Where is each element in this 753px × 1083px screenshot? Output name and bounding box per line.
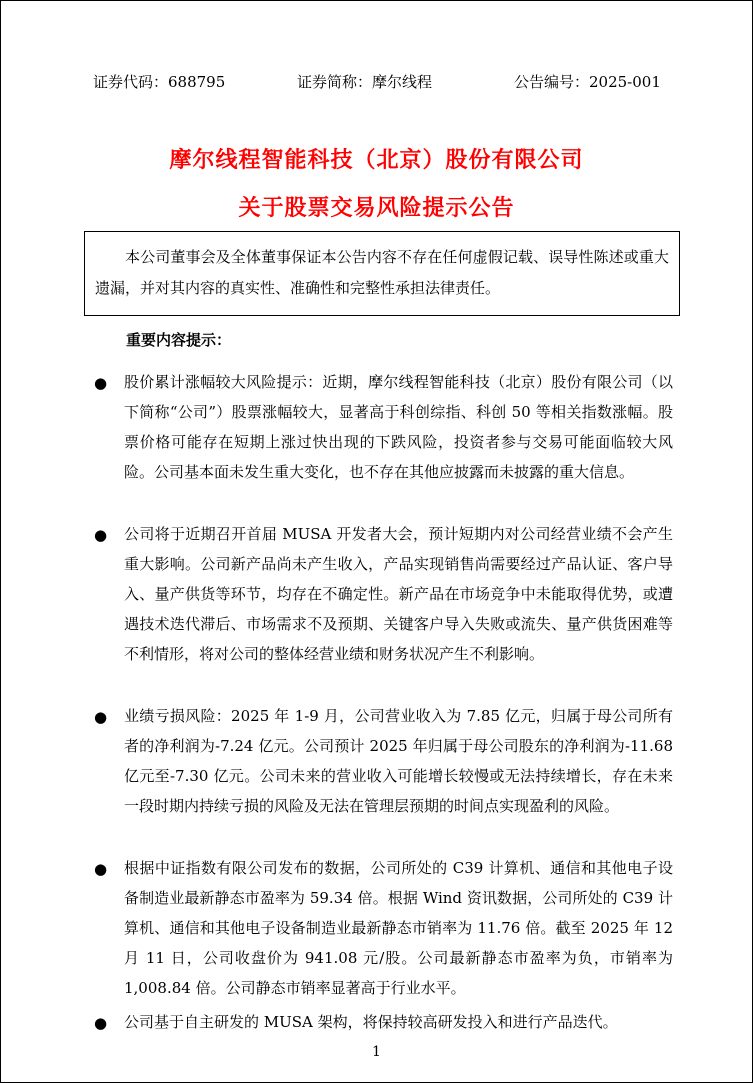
bullet-icon: ●	[94, 708, 108, 726]
section-title: 重要内容提示：	[126, 331, 232, 349]
company-title: 摩尔线程智能科技（北京）股份有限公司	[169, 148, 584, 173]
announcement-title: 关于股票交易风险提示公告	[238, 196, 515, 221]
bullet-item: 根据中证指数有限公司发布的数据，公司所处的 C39 计算机、通信和其他电子设备制造业最新静态市盈率为 59.34 倍。根据 Wind 资讯数据，公司所处的 C39 计算机、通信和其他电子设备制造业最新静态市销率为 11.76 倍。截至 2025 年 12 月 11 日，公司收盘价为 941.08 元/股。公司最新静态市盈率为负，市销率为 1,008.84 倍。公司静态市销率显著高于行业水平。	[124, 859, 673, 997]
bullet-item: 公司将于近期召开首届 MUSA 开发者大会，预计短期内对公司经营业绩不会产生重大影响。公司新产品尚未产生收入，产品实现销售尚需要经过产品认证、客户导入、量产供货等环节，均存在不确定性。新产品在市场竞争中未能取得优势，或遭遇技术迭代滞后、市场需求不及预期、关键客户导入失败或流失、量产供货困难等不利情形，将对公司的整体经营业绩和财务状况产生不利影响。	[124, 525, 673, 663]
stock-code: 证券代码：688795	[93, 73, 226, 91]
page-number: 1	[372, 1044, 381, 1060]
board-assurance-notice: 本公司董事会及全体董事保证本公告内容不存在任何虚假记载、误导性陈述或重大遗漏，并对其内容的真实性、准确性和完整性承担法律责任。	[84, 231, 680, 316]
bullet-item: 业绩亏损风险：2025 年 1-9 月，公司营业收入为 7.85 亿元，归属于母公司所有者的净利润为-7.24 亿元。公司预计 2025 年归属于母公司股东的净利润为-11.68 亿元至-7.30 亿元。公司未来的营业收入可能增长较慢或无法持续增长，存在未来一段时期内持续亏损的风险及无法在管理层预期的时间点实现盈利的风险。	[124, 707, 673, 815]
notice-number: 公告编号：2025-001	[514, 73, 661, 91]
bullet-icon: ●	[94, 860, 108, 878]
bullet-icon: ●	[94, 1014, 108, 1032]
stock-abbreviation: 证券简称：摩尔线程	[297, 73, 433, 91]
bullet-item: 公司基于自主研发的 MUSA 架构，将保持较高研发投入和进行产品迭代。	[124, 1013, 618, 1031]
bullet-icon: ●	[94, 374, 108, 392]
bullet-icon: ●	[94, 526, 108, 544]
bullet-item: 股价累计涨幅较大风险提示：近期，摩尔线程智能科技（北京）股份有限公司（以下简称“公司”）股票涨幅较大，显著高于科创综指、科创 50 等相关指数涨幅。股票价格可能存在短期上涨过快出现的下跌风险，投资者参与交易可能面临较大风险。公司基本面未发生重大变化，也不存在其他应披露而未披露的重大信息。	[124, 373, 673, 481]
